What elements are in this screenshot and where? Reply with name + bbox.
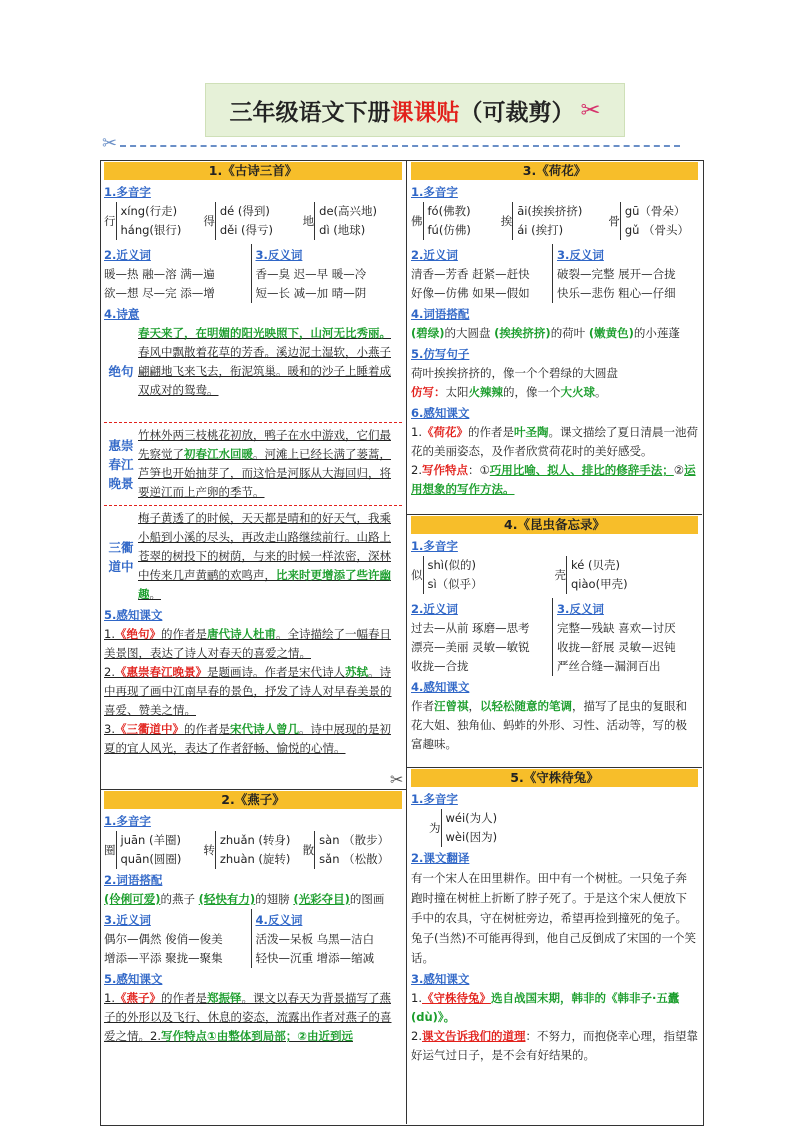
antonyms-block	[552, 244, 698, 303]
word-pair-line: 完整—残缺 喜欢—讨厌	[557, 621, 676, 635]
words-row	[104, 909, 402, 968]
polyphone-reading: háng(银行)	[120, 223, 182, 237]
words-row	[104, 244, 402, 303]
section-label: 3.感知课文	[411, 972, 470, 986]
summary-highlight: 运用想象的写作方法。	[411, 463, 696, 496]
polyphone-reading: gǔ （骨头）	[624, 223, 690, 237]
title-suffix: （可裁剪）	[459, 99, 575, 126]
poem-text	[138, 324, 402, 400]
summary-highlight: 叶圣陶	[513, 425, 549, 439]
word-pair-line: 欲—想 尽—完 添—增	[104, 286, 215, 300]
right-column	[411, 162, 698, 499]
collocation-word: (碧绿)	[411, 326, 445, 340]
section-header: 5.《守株待兔》	[411, 769, 698, 787]
collocation-word: (嫩黄色)	[588, 326, 634, 340]
poem-name: 三衢道中	[108, 539, 134, 574]
antonyms-block	[251, 244, 403, 303]
poem-block	[104, 426, 402, 502]
summary-text: 的作者是	[183, 722, 230, 736]
section-header: 1.《古诗三首》	[104, 162, 402, 180]
polyphone-group	[608, 202, 698, 240]
section-label: 3.反义词	[557, 248, 604, 262]
section-label: 4.诗意	[104, 307, 140, 321]
imitation-label: 仿写：	[411, 385, 446, 399]
collocation-word: (伶俐可爱)	[104, 892, 161, 906]
word-pair-line: 好像—仿佛 如果—假如	[411, 286, 530, 300]
summary-paragraph	[104, 663, 402, 720]
polyphone-reading: xíng(行走)	[120, 204, 178, 218]
synonyms-block	[104, 244, 251, 303]
polyphone-char: 得	[203, 213, 215, 228]
scissors-icon: ✂	[390, 770, 404, 789]
summary-text: 。诗中展现的是初夏的宜人风光，表达了作者舒畅、愉悦的心情。	[104, 722, 391, 755]
section-label: 1.多音字	[104, 814, 151, 828]
synonyms-block	[411, 244, 552, 303]
imitation-highlight: 火辣辣	[468, 385, 503, 399]
summary-title: 《荷花》	[421, 425, 468, 439]
section-label: 2.词语搭配	[104, 873, 163, 887]
summary-text: 的作者是	[467, 425, 514, 439]
summary-highlight: 写作特点	[160, 1029, 207, 1043]
polyphone-row	[411, 202, 698, 240]
summary-text: 1.	[104, 627, 115, 641]
poem-name: 绝句	[108, 364, 134, 379]
word-pair-line: 清香—芳香 赶紧—赶快	[411, 267, 530, 281]
poem-body: 。河滩上已经长满了蒌蒿，芦笋也开始抽芽了，而这恰是河豚从大海回归，将要逆江而上产卵的季节。	[138, 447, 391, 499]
polyphone-row	[411, 556, 698, 594]
scissors-icon: ✂	[580, 96, 601, 124]
summary-text: 1.	[411, 425, 422, 439]
summary-text: 1.	[104, 991, 115, 1005]
cut-line	[120, 145, 680, 147]
word-pair-line: 增添—平添 聚拢—聚集	[104, 951, 223, 965]
summary-text: ：不努力，而抱侥幸心理，指望靠好运气过日子，是不会有好结果的。	[411, 1029, 698, 1062]
section-label: 5.感知课文	[104, 972, 163, 986]
collocation-text: 的大圆盘	[444, 326, 495, 340]
model-sentence: 荷叶挨挨挤挤的，像一个个碧绿的大圆盘	[411, 366, 618, 380]
word-pair-line: 破裂—完整 展开—合拢	[557, 267, 676, 281]
collocation-word: (轻快有力)	[198, 892, 256, 906]
word-pair-line: 漂亮—美丽 灵敏—敏锐	[411, 640, 530, 654]
poem-highlight: 比来时更增添了些许幽趣	[138, 568, 391, 601]
poem-body: 。	[149, 587, 161, 601]
summary-text: ：①	[467, 463, 490, 477]
polyphone-reading: ké (贝壳)	[571, 558, 620, 572]
title-highlight: 课课贴	[390, 99, 460, 126]
section-label: 6.感知课文	[411, 406, 470, 420]
summary-title: 《惠崇春江晚景》	[114, 665, 207, 679]
summary-text: 。课文以春天为背景描写了燕子的外形以及飞行、休息的姿态，流露出作者对燕子的喜爱之情。2.	[104, 991, 392, 1043]
section-divider	[406, 767, 702, 768]
summary-paragraph	[104, 720, 402, 758]
summary-highlight: 郑振铎	[206, 991, 242, 1005]
section-label: 2.近义词	[104, 248, 151, 262]
polyphone-row	[104, 831, 402, 869]
section-label: 2.课文翻译	[411, 851, 470, 865]
section-label: 3.反义词	[557, 602, 604, 616]
collocation-text: 的图画	[349, 892, 385, 906]
poem-highlight: 初春江水回暖	[184, 447, 253, 461]
polyphone-reading: ái (挨打)	[517, 223, 564, 237]
left-column	[104, 162, 402, 758]
polyphone-group	[203, 831, 302, 869]
section-divider	[100, 789, 406, 790]
polyphone-reading: shì(似的)	[427, 558, 476, 572]
polyphone-char: 似	[411, 567, 423, 582]
left-column-lower	[104, 791, 402, 1046]
section-label: 2.近义词	[411, 602, 458, 616]
synonyms-block	[104, 909, 251, 968]
poem-highlight: 春天来了，在明媚的阳光映照下，山河无比秀丽。	[138, 326, 391, 340]
poem-body: 春风中飘散着花草的芳香。溪边泥土湿软，小燕子翩翩地飞来飞去，衔泥筑巢。暖和的沙子上睡着成双成对的鸳鸯。	[138, 345, 391, 397]
dashed-divider	[104, 422, 402, 423]
collocation-word: (光彩夺目)	[293, 892, 350, 906]
section-header: 2.《燕子》	[104, 791, 402, 809]
summary-title: 课文告诉我们的道理	[421, 1029, 526, 1043]
summary-text: ，描写了昆虫的复眼和花大姐、独角仙、蚂蚱的外形、习性、活动等，写的极富趣味。	[411, 699, 687, 751]
polyphone-reading: sǎn （松散）	[319, 852, 390, 866]
poem-text	[138, 426, 402, 502]
section-label: 2.近义词	[411, 248, 458, 262]
antonyms-block	[552, 598, 698, 676]
polyphone-reading: juān (羊圈)	[120, 833, 181, 847]
polyphone-char: 挨	[500, 213, 513, 228]
collocation-line	[104, 890, 402, 909]
polyphone-reading: zhuàn (旋转)	[219, 852, 291, 866]
polyphone-reading: sì（似乎）	[427, 577, 483, 591]
section-label: 3.近义词	[104, 913, 151, 927]
translation-paragraph: 有一个宋人在田里耕作。田中有一个树桩。一只兔子奔跑时撞在树桩上折断了脖子死了。于是这个宋人便放下手中的农具，守在树桩旁边，希望再捡到撞死的兔子。兔子(当然)不可能再得到，他自己反倒成了宋国的一个笑话。	[411, 871, 696, 965]
title-text: 三年级语文下册	[229, 99, 391, 126]
section-label: 4.反义词	[255, 913, 303, 927]
polyphone-reading: fú(仿佛)	[427, 223, 471, 237]
summary-paragraph	[411, 1027, 698, 1065]
word-pair-line: 轻快—沉重 增添—缩减	[255, 951, 375, 965]
summary-text: ②	[673, 463, 685, 477]
polyphone-reading: quān(圆圈)	[120, 852, 182, 866]
word-pair-line: 收拢—合拢	[411, 659, 469, 673]
summary-text: 2.	[411, 1029, 422, 1043]
summary-paragraph	[411, 423, 698, 461]
summary-title: 《守株待兔》	[421, 991, 491, 1005]
words-row	[411, 598, 698, 676]
poem-name: 惠崇春江晚景	[108, 437, 134, 491]
poem-body: 竹林外两三枝桃花初放，鸭子在水中游戏，它们最先察觉了	[138, 428, 391, 461]
polyphone-char: 地	[302, 213, 315, 228]
poem-body: 梅子黄透了的时候，天天都是晴和的好天气，我乘小船到小溪的尽头，再改走山路继续前行。山路上苍翠的树投下的树荫，与来的时候一样浓密，深林中传来几声黄鹂的欢鸣声，	[138, 511, 391, 582]
word-pair-line: 快乐—悲伤 粗心—仔细	[557, 286, 676, 300]
poem-text	[138, 509, 402, 604]
polyphone-char: 壳	[554, 567, 566, 582]
imitation-text: 的，像一个	[503, 385, 561, 399]
imitation-text: 。	[595, 385, 607, 399]
summary-title: 《绝句》	[114, 627, 161, 641]
polyphone-reading: āi(挨挨挤挤)	[517, 204, 583, 218]
polyphone-char: 行	[104, 213, 116, 228]
summary-text: 。诗中再现了画中江南早春的景色，抒发了诗人对早春美景的喜爱、赞美之情。	[104, 665, 392, 717]
word-pair-line: 收拢—舒展 灵敏—迟钝	[557, 640, 676, 654]
section-label: 5.感知课文	[104, 608, 163, 622]
section-label: 4.词语搭配	[411, 307, 470, 321]
summary-paragraph	[104, 625, 402, 663]
summary-highlight: 汪曾祺	[434, 699, 469, 713]
summary-text: 作者	[411, 699, 434, 713]
polyphone-group	[555, 556, 699, 594]
scissors-icon: ✂	[102, 133, 118, 154]
section-label: 1.多音字	[411, 539, 458, 553]
polyphone-reading: zhuǎn (转身)	[219, 833, 291, 847]
summary-title: 《三衢道中》	[114, 722, 184, 736]
antonyms-block	[251, 909, 403, 968]
collocation-text: 的荷叶	[550, 326, 589, 340]
word-pair-line: 活泼—呆板 乌黑—洁白	[255, 932, 375, 946]
summary-highlight: 选自战国末期，韩非的《韩非子·五蠹(dù)》。	[411, 991, 680, 1024]
polyphone-group	[411, 202, 501, 240]
polyphone-reading: fó(佛教)	[427, 204, 471, 218]
word-pair-line: 过去—从前 琢磨—思考	[411, 621, 530, 635]
words-row	[411, 244, 698, 303]
summary-text: 。全诗描绘了一幅春日美景图，表达了诗人对春天的喜爱之情。	[104, 627, 391, 660]
summary-paragraph	[411, 461, 698, 499]
polyphone-reading: wèi(因为)	[445, 830, 498, 844]
summary-title: 写作特点	[421, 463, 468, 477]
imitation-text: 太阳	[445, 385, 469, 399]
collocation-word: (挨挨挤挤)	[494, 326, 551, 340]
polyphone-reading: dé (得到)	[219, 204, 270, 218]
summary-paragraph	[104, 989, 402, 1046]
summary-text: 1.	[411, 991, 422, 1005]
poem-block	[104, 324, 402, 419]
collocation-text: 的小莲蓬	[633, 326, 680, 340]
polyphone-char: 散	[302, 842, 315, 857]
summary-text: 3.	[104, 722, 115, 736]
dashed-divider	[104, 505, 402, 506]
polyphone-reading: wéi(为人)	[445, 811, 498, 825]
summary-text: 。课文描绘了夏日清晨一池荷花的美丽姿态，及作者欣赏荷花时的美好感受。	[411, 425, 698, 458]
section-divider	[406, 514, 702, 515]
polyphone-group	[411, 556, 555, 594]
summary-highlight: 苏轼	[344, 665, 368, 679]
polyphone-group	[303, 202, 402, 240]
summary-highlight: 唐代诗人杜甫	[206, 627, 276, 641]
page-title	[205, 83, 625, 137]
polyphone-char: 圈	[104, 842, 116, 857]
polyphone-group	[203, 202, 302, 240]
section-label: 1.多音字	[411, 185, 458, 199]
word-pair-line: 香—臭 迟—早 暖—冷	[255, 267, 367, 281]
polyphone-reading: sàn （散步）	[319, 833, 390, 847]
summary-highlight: 宋代诗人曾几	[229, 722, 299, 736]
polyphone-reading: de(高兴地)	[319, 204, 378, 218]
synonyms-block	[411, 598, 552, 676]
collocation-text: 的翅膀	[255, 892, 294, 906]
word-pair-line: 严丝合缝—漏洞百出	[557, 659, 661, 673]
summary-text: 的作者是	[160, 627, 207, 641]
summary-paragraph	[411, 989, 698, 1027]
section-label: 4.感知课文	[411, 680, 470, 694]
imitation-sentence	[411, 383, 698, 402]
right-column-middle	[411, 516, 698, 754]
summary-text: 的作者是	[160, 991, 207, 1005]
polyphone-group	[303, 831, 402, 869]
collocation-line	[411, 324, 698, 343]
polyphone-char: 佛	[411, 213, 423, 228]
polyphone-char: 转	[203, 842, 215, 857]
polyphone-char: 骨	[608, 213, 620, 228]
summary-highlight: 巧用比喻、拟人、排比的修辞手法；	[489, 463, 674, 477]
polyphone-reading: děi (得亏)	[219, 223, 274, 237]
word-pair-line: 暖—热 融—溶 满—遍	[104, 267, 215, 281]
right-column-lower	[411, 769, 698, 1065]
summary-title: 《燕子》	[114, 991, 161, 1005]
polyphone-reading: gū（骨朵）	[624, 204, 686, 218]
polyphone-group	[501, 202, 609, 240]
summary-text: 2.	[411, 463, 422, 477]
column-divider	[406, 160, 407, 1124]
summary-text: ，	[468, 699, 480, 713]
section-header: 4.《昆虫备忘录》	[411, 516, 698, 534]
polyphone-reading: dì (地球)	[319, 223, 366, 237]
polyphone-group	[104, 202, 203, 240]
imitation-highlight: 大火球	[560, 385, 595, 399]
word-pair-line: 偶尔—偶然 俊俏—俊美	[104, 932, 223, 946]
collocation-text: 的燕子	[160, 892, 199, 906]
polyphone-group	[429, 809, 698, 847]
summary-highlight: ①由整体到局部；②由近到远	[206, 1029, 353, 1043]
section-label: 3.反义词	[255, 248, 303, 262]
section-header: 3.《荷花》	[411, 162, 698, 180]
polyphone-reading: qiào(甲壳)	[571, 577, 628, 591]
word-pair-line: 短—长 减—加 晴—阴	[255, 286, 367, 300]
summary-highlight: 以轻松随意的笔调	[480, 699, 572, 713]
poem-block	[104, 509, 402, 604]
summary-paragraph	[411, 697, 698, 754]
polyphone-group	[104, 831, 203, 869]
section-label: 5.仿写句子	[411, 347, 470, 361]
polyphone-row	[104, 202, 402, 240]
section-label: 1.多音字	[411, 792, 458, 806]
summary-text: 是题画诗。作者是宋代诗人	[206, 665, 345, 679]
polyphone-char: 为	[429, 820, 441, 835]
section-label: 1.多音字	[104, 185, 151, 199]
summary-text: 2.	[104, 665, 115, 679]
